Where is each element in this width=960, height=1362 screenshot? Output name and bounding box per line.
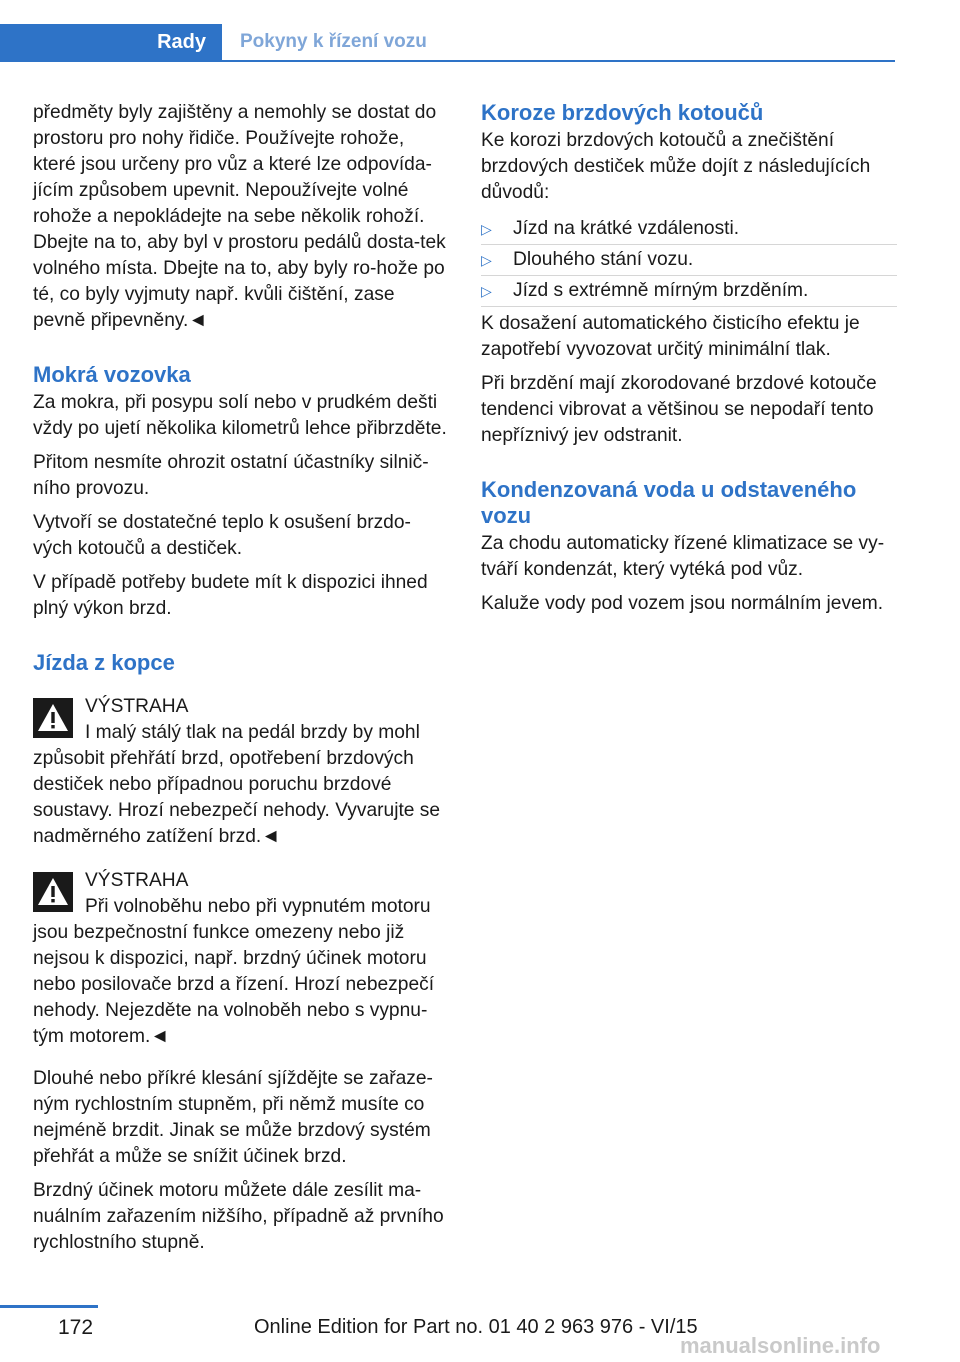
list-item	[481, 214, 897, 245]
paragraph: K dosažení automatického čisticího efektu je zapotřebí vyvozovat určitý minimální tlak.	[481, 313, 860, 360]
paragraph: V případě potřeby budete mít k dispozici ihned plný výkon brzd.	[33, 572, 428, 619]
warning-title: VÝSTRAHA	[85, 870, 189, 891]
heading-downhill: Jízda z kopce	[33, 650, 175, 675]
bullet-list	[481, 214, 897, 307]
list-item	[481, 276, 897, 307]
heading-condensate: Kondenzovaná voda u odstaveného vozu	[481, 477, 857, 528]
footer-rule	[0, 1305, 98, 1308]
triangle-bullet-icon: ▷	[481, 252, 492, 268]
warning-triangle-icon	[33, 698, 73, 738]
paragraph: Za chodu automaticky řízené klimatizace se vy-tváří kondenzát, který vytéká pod vůz.	[481, 533, 885, 580]
list-item-text: Jízd na krátké vzdálenosti.	[513, 218, 740, 239]
warning-title: VÝSTRAHA	[85, 696, 189, 717]
paragraph: Kaluže vody pod vozem jsou normálním jevem.	[481, 593, 884, 614]
chapter-tab[interactable]: Rady	[0, 24, 222, 60]
list-item-text: Jízd s extrémně mírným brzděním.	[513, 280, 809, 301]
warning-text: I malý stálý tlak na pedál brzdy by mohl způsobit přehřátí brzd, opotřebení brzdových destiček nebo případnou poruchu brzdové soustavy. Hrozí nebezpečí nehody. Vyvarujte se nadměrného zatížení brzd.◄	[33, 722, 441, 847]
paragraph: Za mokra, při posypu solí nebo v prudkém dešti vždy po ujetí několika kilometrů lehce přibrzděte.	[33, 392, 447, 439]
warning-text: Při volnoběhu nebo při vypnutém motoru jsou bezpečnostní funkce omezeny nebo již nejsou k dispozici, např. brzdný účinek motoru nebo posilovače brzd a řízení. Hrozí nebezpečí nehody. Nejezděte na volnoběh nebo s vypnu-tým motorem.◄	[33, 896, 435, 1047]
watermark: manualsonline.info	[680, 1333, 881, 1358]
edition-label: Online Edition for Part no. 01 40 2 963 976 - VI/15	[254, 1316, 698, 1338]
page-number: 172	[58, 1316, 94, 1339]
triangle-bullet-icon: ▷	[481, 283, 492, 299]
intro-paragraph: předměty byly zajištěny a nemohly se dostat do prostoru pro nohy řidiče. Používejte rohože, které jsou určeny pro vůz a které lze odpovída-jícím způsobem upevnit. Nepoužívejte volné rohože a nepokládejte na sebe několik rohoží. Dbejte na to, aby byl v prostoru pedálů dosta-tek volného místa. Dbejte na to, aby byly ro-hože po té, co byly vyjmuty např. kvůli čištění, zase pevně připevněny.◄	[33, 102, 446, 331]
list-item	[481, 245, 897, 276]
right-column	[481, 100, 897, 625]
paragraph: Brzdný účinek motoru můžete dále zesílit ma-nuálním zařazením nižšího, případně až prvního rychlostního stupně.	[33, 1180, 444, 1253]
header-rule	[0, 60, 895, 62]
warning-triangle-icon	[33, 872, 73, 912]
warning-block	[33, 694, 449, 850]
paragraph: Vytvoří se dostatečné teplo k osušení brzdo-vých kotoučů a destiček.	[33, 512, 411, 559]
warning-block	[33, 868, 449, 1050]
list-item-text: Dlouhého stání vozu.	[513, 249, 694, 270]
paragraph: Přitom nesmíte ohrozit ostatní účastníky silnič-ního provozu.	[33, 452, 429, 499]
section-tab[interactable]: Pokyny k řízení vozu	[240, 31, 427, 52]
heading-wet-road: Mokrá vozovka	[33, 362, 191, 387]
paragraph: Ke korozi brzdových kotoučů a znečištění brzdových destiček může dojít z následujících důvodů:	[481, 130, 871, 203]
heading-corrosion: Koroze brzdových kotoučů	[481, 100, 764, 125]
paragraph: Při brzdění mají zkorodované brzdové kotouče tendenci vibrovat a většinou se nepodaří tento nepříznivý jev odstranit.	[481, 373, 877, 446]
left-column	[33, 100, 449, 1264]
page-header	[0, 0, 895, 62]
paragraph: Dlouhé nebo příkré klesání sjíždějte se zařaze-ným rychlostním stupněm, při němž musíte co nejméně brzdit. Jinak se může brzdový systém přehřát a může se snížit účinek brzd.	[33, 1068, 433, 1167]
triangle-bullet-icon: ▷	[481, 221, 492, 237]
